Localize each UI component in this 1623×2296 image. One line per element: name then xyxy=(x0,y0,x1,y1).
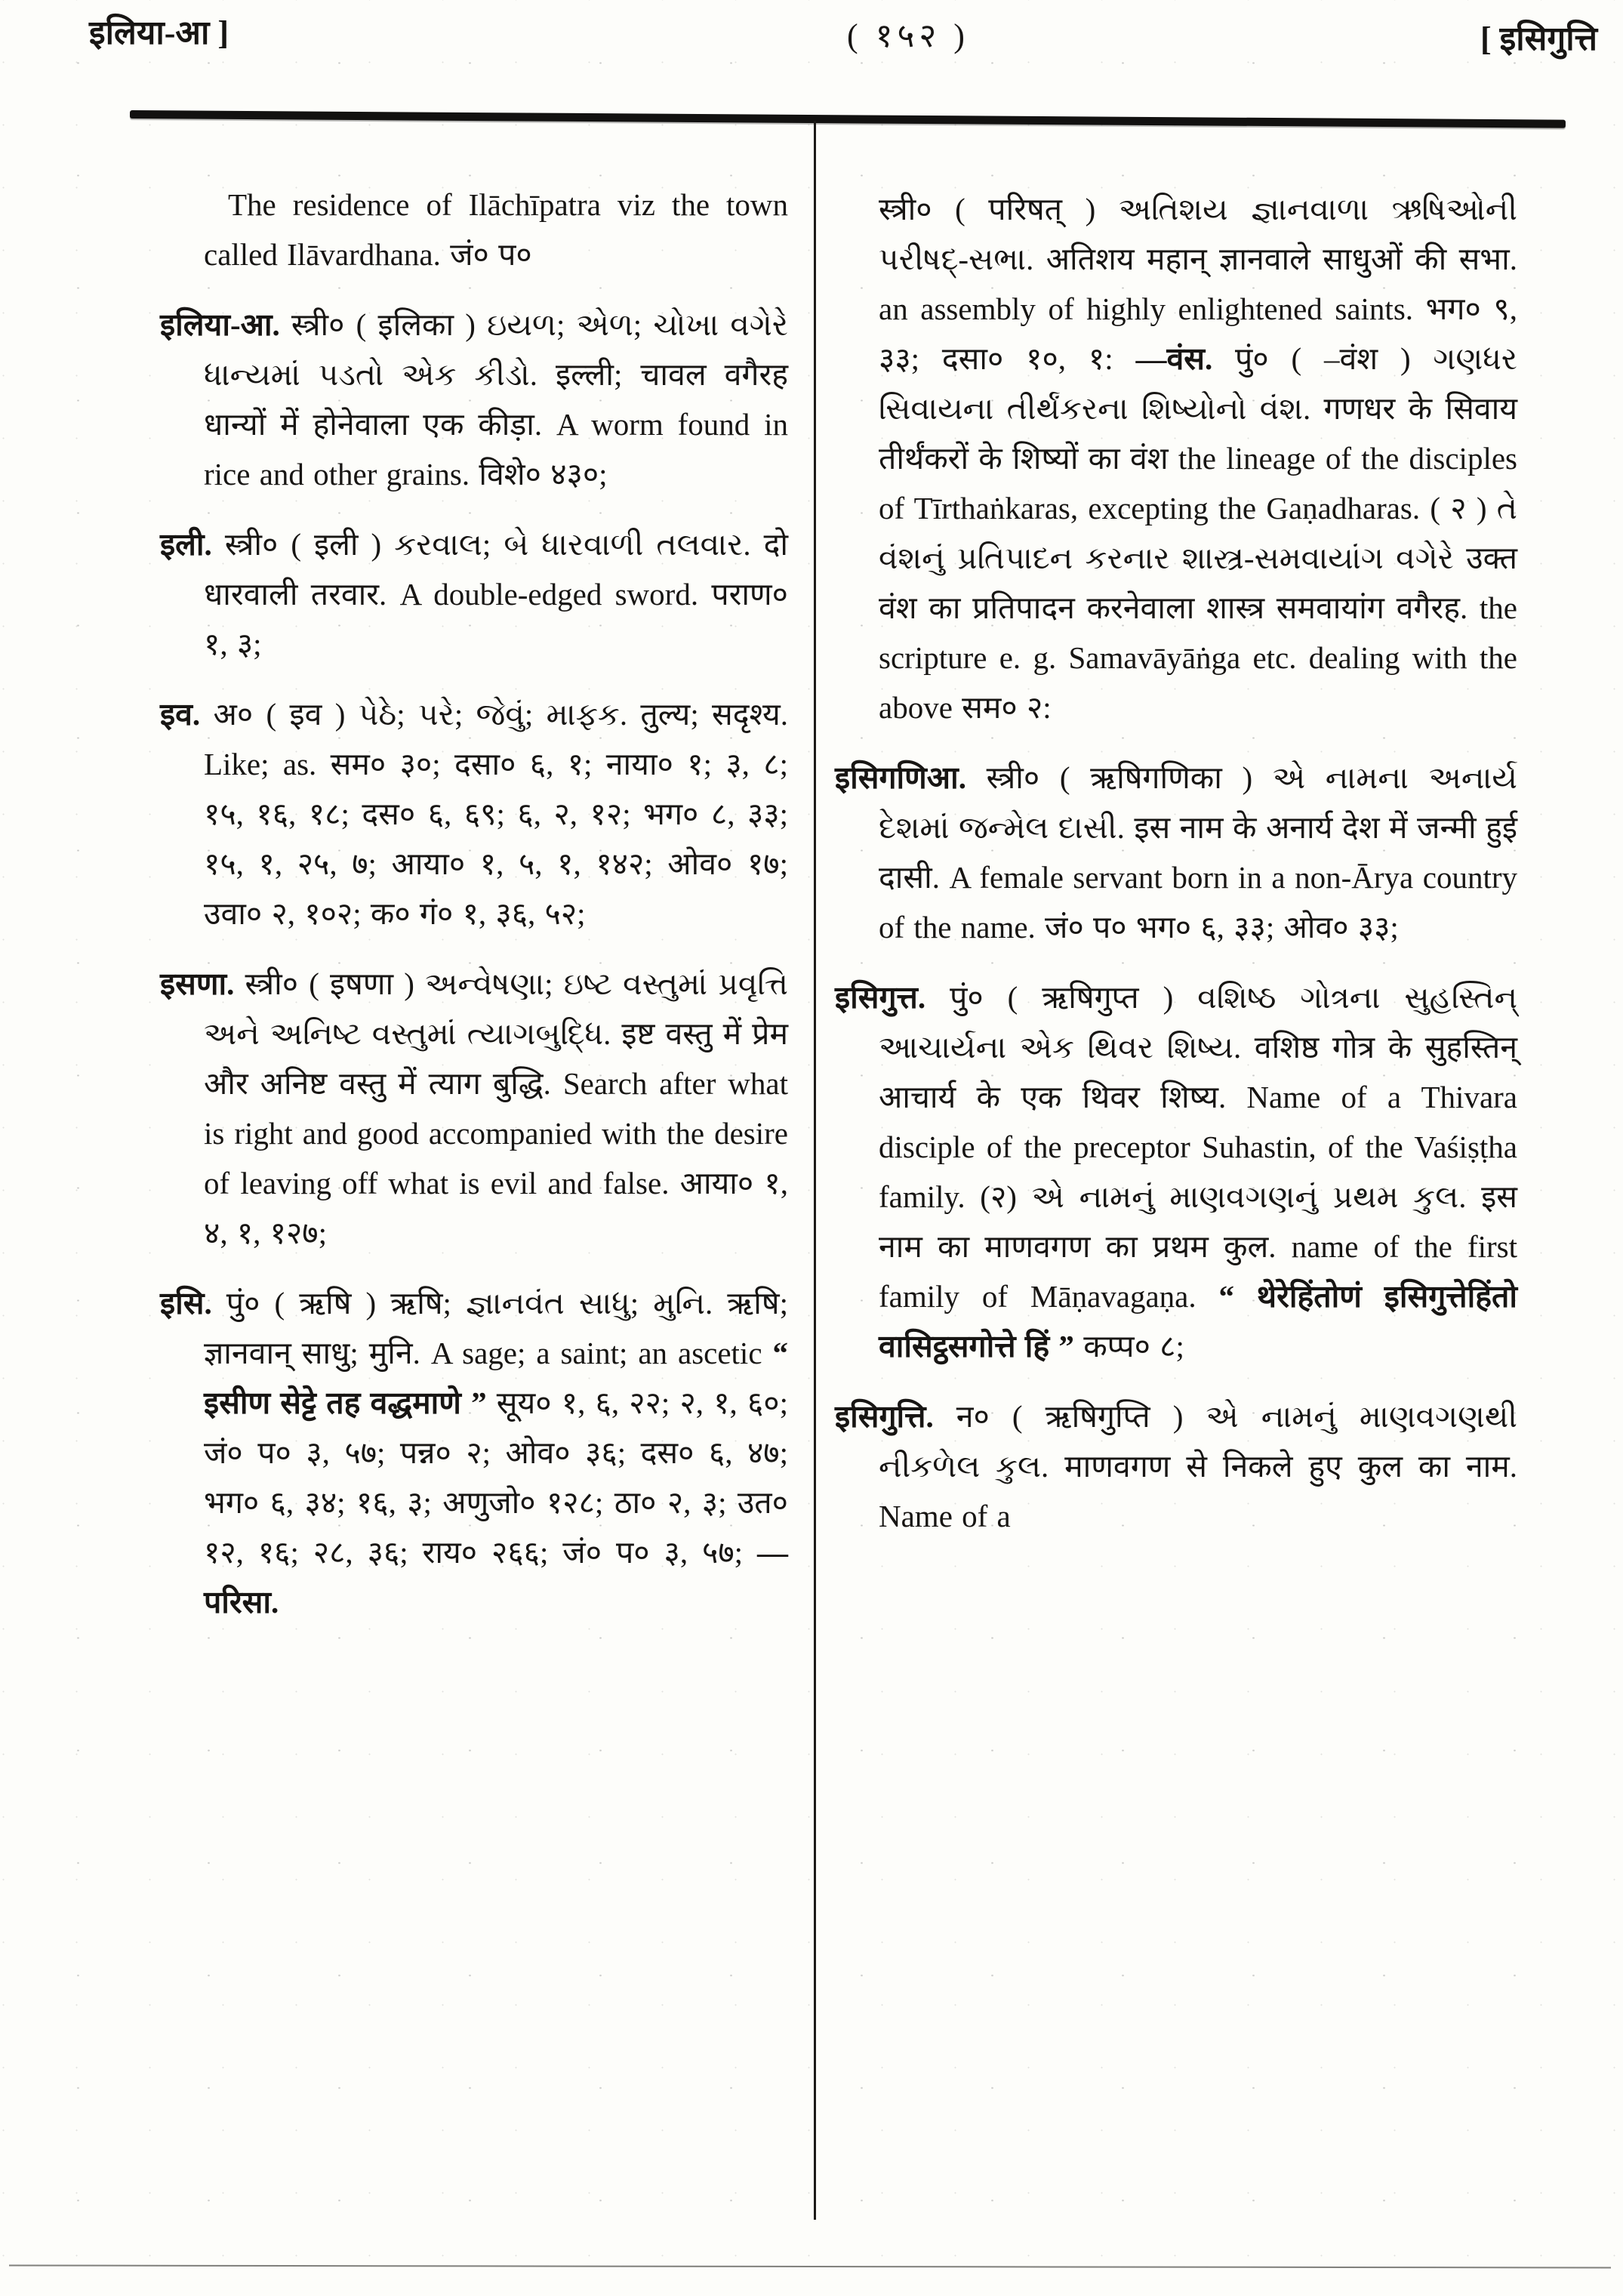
entry-continuation xyxy=(160,180,788,279)
dictionary-entry xyxy=(160,689,788,938)
entry-sub-headword: —परिसा. xyxy=(204,1535,788,1620)
entry-text: पुं० ( –वंश ) ગણધર સિવાયના તીર્થંકરના શિષ્યોનો વંશ. गणधर के सिवाय तीर्थंकरों के शिष्यों का वंश the lineage of the disciples of Tīrthaṅkaras, excepting the Gaṇadharas. ( २ ) તે વંશનું પ્રતિપાદન કરનાર શાસ્ત્ર-સમવાયાંગ વગેરે उक्त वंश का प्रतिपादन करनेवाला शास्त्र समवायांग वगैरह. the scripture e. g. Samavāyāṅga etc. dealing with the above सम० २: xyxy=(879,341,1517,725)
entry-headword: इसिगुत्त. xyxy=(835,980,926,1015)
right-column xyxy=(835,184,1517,1561)
entry-sub-headword: —वंस. xyxy=(1135,341,1213,376)
entry-continuation xyxy=(835,184,1517,732)
entry-quote: “ इसीण सेट्टे तह वद्धमाणे ” xyxy=(204,1336,788,1420)
entry-text: पुं० ( ऋषिगुप्त ) વશિષ્ઠ ગોત્રના સુહસ્તિન્ આચાર્યના એક થિવર શિષ્ય. वशिष्ठ गोत्र के सुहस्तिन् आचार्य के एक थिवर शिष्य. Name of a Thivara disciple of the preceptor Suhastin, of the Vaśiṣṭha family. (२) એ નામનું માણવગણનું પ્રથમ કુલ. इस नाम का माणवगण का प्रथम कुल. name of the first family of Māṇavagaṇa. xyxy=(879,980,1517,1314)
entry-text: स्त्री० ( इषणा ) અન્વેષણા; ઇષ્ટ વસ્તુમાં પ્રવૃત્તિ અને અનિષ્ટ વસ્તુમાં ત્યાગબુદ્ધિ. इष्ट वस्तु में प्रेम और अनिष्ट वस्तु में त्याग बुद्धि. Search after what is right and good accompanied with the desire of leaving off what is evil and false. आया० १, ४, १, १२७; xyxy=(204,966,788,1250)
entry-headword: इसिगणिआ. xyxy=(835,760,966,795)
dictionary-entry xyxy=(160,519,788,669)
entry-text: The residence of Ilāchīpatra viz the town called Ilāvardhana. जं० प० xyxy=(204,187,788,272)
entry-headword: इली. xyxy=(160,527,212,562)
entry-headword: इव. xyxy=(160,697,201,732)
dictionary-entry xyxy=(835,1391,1517,1541)
entry-text: स्त्री० ( परिषत् ) અતિશય જ્ઞાનવાળા ઋષિઓની પરીષદ્-સભા. अतिशय महान् ज्ञानवाले साधुओं की सभा. an assembly of highly enlightened saints. भग० ९, ३३; दसा० १०, १: xyxy=(879,192,1517,376)
entry-headword: इसणा. xyxy=(160,966,235,1001)
entry-headword: इसिगुत्ति. xyxy=(835,1399,934,1434)
entry-text: स्त्री० ( इलिका ) ઇયળ; એળ; ચોખા વગેરે ધાન્યમાં પડતો એક કીડો. इल्ली; चावल वगैरह धान्यों में होनेवाला एक कीड़ा. A worm found in rice and other grains. विशे० ४३०; xyxy=(204,307,788,492)
entry-text: कप्प० ८; xyxy=(1073,1329,1184,1364)
header-rule xyxy=(130,110,1566,128)
entry-text: पुं० ( ऋषि ) ऋषि; જ્ઞાનવંત સાધુ; મુનિ. ऋषि; ज्ञानवान् साधु; मुनि. A sage; a saint; an ascetic xyxy=(204,1286,788,1370)
entry-text: स्त्री० ( इली ) કરવાલ; બે ધારવાળી તલવાર. दो धारवाली तरवार. A double-edged sword. पराण० १, ३; xyxy=(204,527,788,661)
entry-text: स्त्री० ( ऋषिगणिका ) એ નામના અનાર્ય દેશમાં જન્મેલ દાસી. इस नाम के अनार्य देश में जन्मी हुई दासी. A female servant born in a non-Ārya country of the name. जं० प० भग० ६, ३३; ओव० ३३; xyxy=(879,760,1517,945)
dictionary-entry xyxy=(160,1278,788,1627)
entry-quote: “ थेरेहिंतोणं इसिगुत्तेहिंतो वासिट्ठसगोत्ते हिं ” xyxy=(879,1279,1517,1364)
page-bottom-rule xyxy=(9,2265,1611,2269)
dictionary-entry xyxy=(835,753,1517,952)
guide-word-left: इलिया-आ ] xyxy=(89,14,229,51)
left-column xyxy=(160,180,788,1647)
entry-text: न० ( ऋषिगुप्ति ) એ નામનું માણવગણથી નીકળેલ કુલ. माणवगण से निकले हुए कुल का नाम. Name of a xyxy=(879,1399,1517,1533)
entry-text: अ० ( इव ) પેઠે; પરે; જેવું; માફક. तुल्य; सदृश्य. Like; as. सम० ३०; दसा० ६, १; नाया० १; ३, ८; १५, १६, १८; दस० ६, ६९; ६, २, १२; भग० ८, ३३; १५, १, २५, ७; आया० १, ५, १, १४२; ओव० १७; उवा० २, १०२; क० गं० १, ३६, ५२; xyxy=(200,697,788,931)
running-head xyxy=(0,11,1623,63)
dictionary-entry xyxy=(160,300,788,499)
guide-word-right: [ इसिगुत्ति xyxy=(1480,20,1597,57)
entry-text: सूय० १, ६, २२; २, १, ६०; जं० प० ३, ५७; पन्न० २; ओव० ३६; दस० ६, ४७; भग० ६, ३४; १६, ३; अणुजो० १२८; ठा० २, ३; उत० १२, १६; २८, ३६; राय० २६६; जं० प० ३, ५७; xyxy=(204,1385,788,1570)
column-divider-rule xyxy=(814,121,816,2220)
page-number: ( १५२ ) xyxy=(847,17,969,54)
entry-headword: इसि. xyxy=(160,1286,212,1321)
dictionary-entry xyxy=(160,959,788,1258)
entry-headword: इलिया-आ. xyxy=(160,307,280,342)
dictionary-entry xyxy=(835,972,1517,1371)
